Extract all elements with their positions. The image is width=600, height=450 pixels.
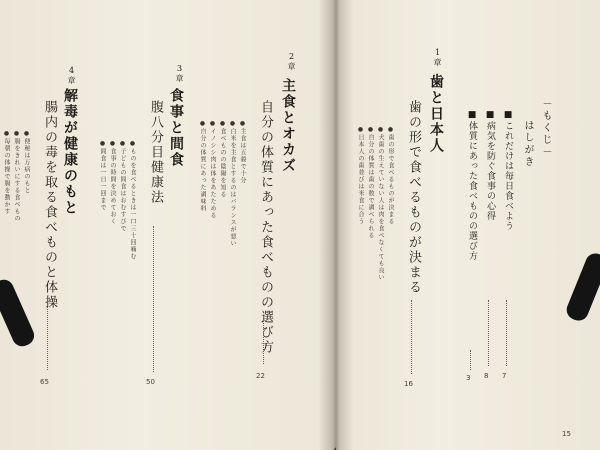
chapter-title: 主食とオカズ: [280, 78, 296, 174]
section-item: ●歯の形で食べるものが決まる: [387, 126, 394, 225]
section-item: ●間食は一日一回まで: [99, 140, 106, 211]
chapter-subtitle: 腹八分目健康法: [148, 100, 163, 205]
chapter-label: 2章: [287, 52, 296, 71]
toc-title: －もくじ－: [540, 98, 551, 158]
leader-dots: [506, 300, 507, 366]
chapter-title: 解毒が健康のもと: [62, 88, 78, 216]
page-number: 50: [146, 378, 155, 386]
leader-dots: [47, 298, 48, 370]
front-item-preface: はしがき: [522, 120, 533, 168]
section-item: ●毎朝の体操で腸を動かす: [3, 130, 10, 215]
section-item: ●ものを食べるときは一口三十回噛む: [129, 140, 136, 260]
section-item: ●食事の時間を決めておく: [109, 140, 116, 225]
page-number: 16: [404, 380, 413, 388]
leader-dots: [263, 318, 264, 364]
chapter-title: 歯と日本人: [428, 74, 444, 154]
front-item-daily: ■これだけは毎日食べよう: [503, 110, 513, 231]
section-item: ●食べものの陰陽を知る: [219, 120, 226, 198]
page-number: 8: [484, 372, 489, 380]
page-number: 22: [256, 372, 265, 380]
section-item: ●犬歯の生えていない人は肉を食べなくても良い: [377, 126, 384, 281]
section-item: ●主食は五穀で十分: [239, 120, 246, 184]
front-item-constitution: ■体質にあった食べものの選び方: [467, 110, 477, 261]
section-item: ●日本人の歯並びは米食に合う: [357, 126, 364, 225]
leader-dots: [470, 350, 471, 370]
leader-dots: [153, 226, 154, 372]
folio-number: 15: [562, 430, 571, 438]
chapter-label: 4章: [67, 66, 76, 85]
page-number: 7: [502, 372, 507, 380]
chapter-label: 1章: [433, 48, 442, 67]
leader-dots: [411, 300, 412, 374]
section-item: ●子どもの間食はおむすびで: [119, 140, 126, 232]
section-item: ●自分の体質にあった調味料: [199, 120, 206, 212]
book-gutter: [318, 0, 354, 450]
page-number: 3: [466, 374, 471, 382]
chapter-subtitle: 腸内の毒を取る食べものと体操: [42, 100, 57, 310]
section-item: ●腸をきれいにする食べもの: [13, 130, 20, 222]
chapter-subtitle: 歯の形で食べるものが決まる: [406, 100, 421, 295]
section-item: ●白米を主食とするのはバランスが悪い: [229, 120, 236, 247]
page-number: 65: [40, 378, 49, 386]
front-item-prevention: ■病気を防ぐ食事の心得: [485, 110, 495, 221]
section-item: ●自分の体質は歯の数で調べられる: [367, 126, 374, 239]
section-item: ●便秘は万病のもと: [23, 130, 30, 194]
leader-dots: [488, 300, 489, 366]
chapter-label: 3章: [175, 64, 184, 83]
chapter-title: 食事と間食: [168, 88, 184, 168]
section-item: ●イノシシ肉は体をあたためる: [209, 120, 216, 219]
chapter-subtitle: 自分の体質にあった食べものの選び方: [258, 100, 273, 355]
